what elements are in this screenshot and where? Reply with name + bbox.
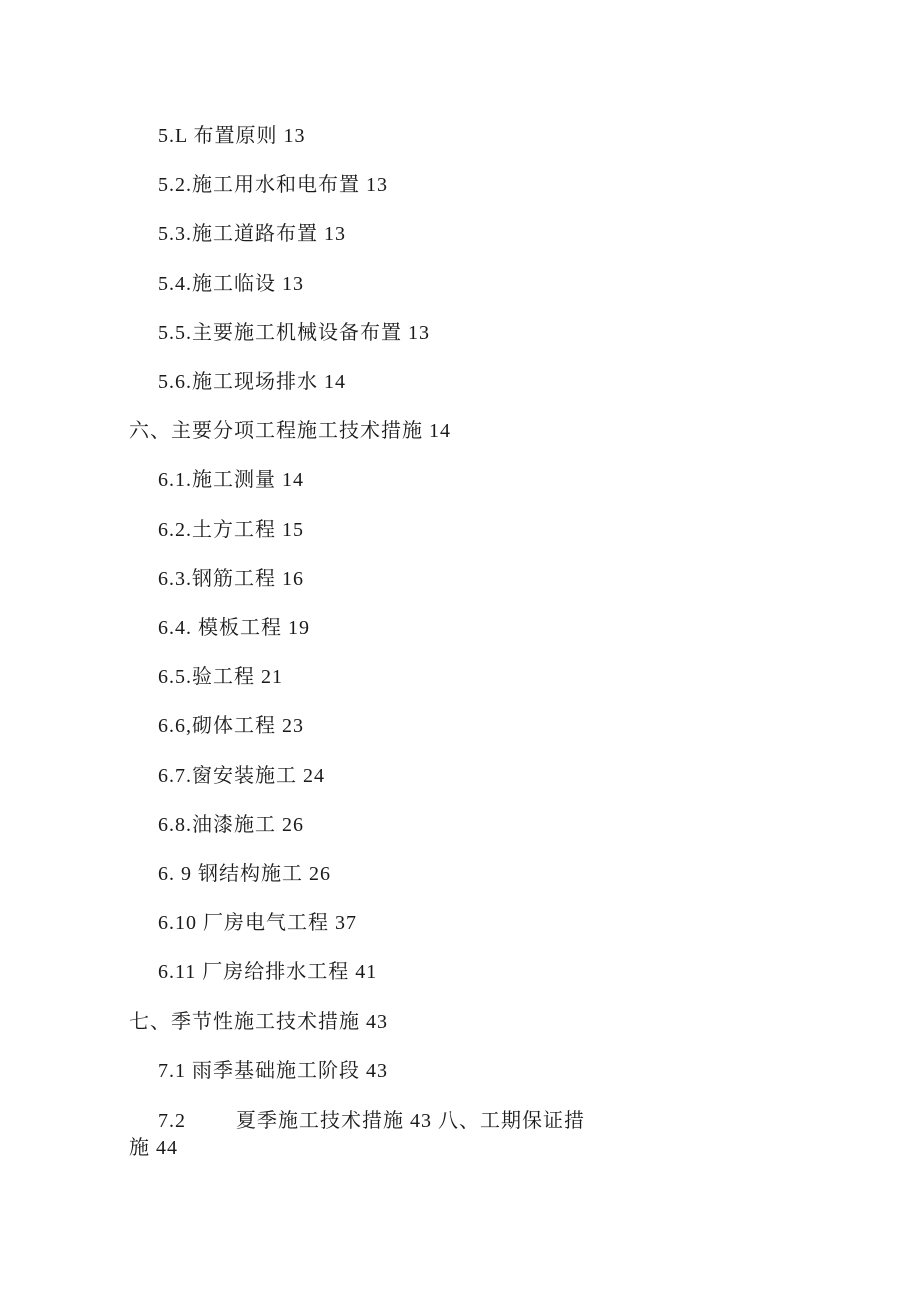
toc-section-entry[interactable]: 5.2.施工用水和电布置 13 — [158, 174, 388, 196]
toc-section-entry[interactable]: 5.6.施工现场排水 14 — [158, 371, 346, 393]
toc-section-entry[interactable]: 5.4.施工临设 13 — [158, 273, 304, 295]
toc-section-entry[interactable]: 6.8.油漆施工 26 — [158, 814, 304, 836]
toc-section-entry[interactable]: 6.6,砌体工程 23 — [158, 715, 304, 737]
toc-entry-text: 夏季施工技术措施 43 八、工期保证措 — [236, 1110, 585, 1132]
toc-section-entry[interactable]: 6.2.土方工程 15 — [158, 519, 304, 541]
toc-section-entry[interactable]: 5.L 布置原则 13 — [158, 125, 306, 147]
toc-section-entry[interactable]: 6.5.验工程 21 — [158, 666, 283, 688]
toc-section-entry[interactable]: 6.11 厂房给排水工程 41 — [158, 961, 378, 983]
toc-section-entry[interactable]: 6.4. 模板工程 19 — [158, 617, 310, 639]
toc-chapter-entry[interactable]: 六、主要分项工程施工技术措施 14 — [129, 420, 451, 442]
toc-chapter-entry[interactable]: 七、季节性施工技术措施 43 — [129, 1011, 388, 1033]
toc-section-entry[interactable]: 5.5.主要施工机械设备布置 13 — [158, 322, 430, 344]
toc-section-entry[interactable]: 5.3.施工道路布置 13 — [158, 223, 346, 245]
toc-section-entry[interactable]: 6.1.施工测量 14 — [158, 469, 304, 491]
toc-entry-wrap-line: 施 44 — [129, 1137, 178, 1159]
toc-section-entry[interactable]: 6.3.钢筋工程 16 — [158, 568, 304, 590]
toc-entry-7-2[interactable] — [158, 1109, 585, 1133]
toc-section-entry[interactable]: 7.1 雨季基础施工阶段 43 — [158, 1060, 388, 1082]
toc-section-entry[interactable]: 6.7.窗安装施工 24 — [158, 765, 325, 787]
toc-entry-number: 7.2 — [158, 1110, 186, 1132]
toc-section-entry[interactable]: 6.10 厂房电气工程 37 — [158, 912, 357, 934]
toc-section-entry[interactable]: 6. 9 钢结构施工 26 — [158, 863, 331, 885]
